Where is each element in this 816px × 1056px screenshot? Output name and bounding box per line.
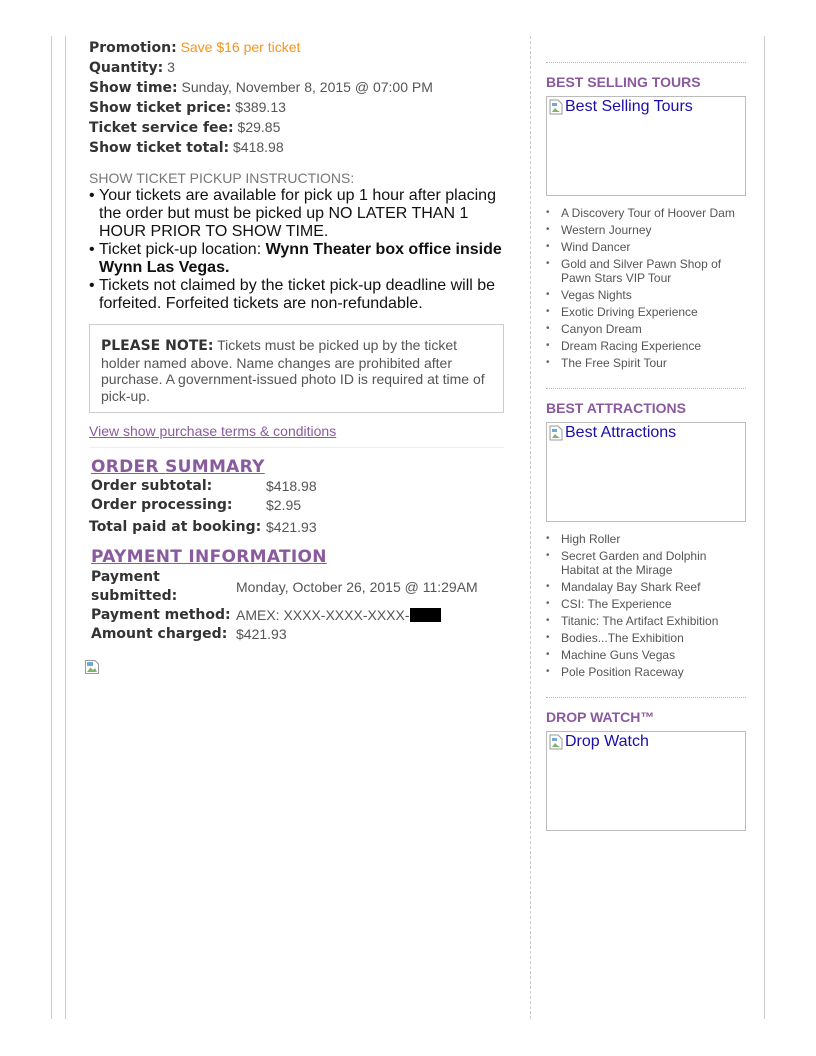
order-summary-title: ORDER SUMMARY <box>91 457 265 477</box>
broken-image-icon <box>549 99 563 115</box>
total-paid-row <box>89 518 504 537</box>
best-selling-tours-list <box>546 206 746 370</box>
redaction-block <box>410 608 441 622</box>
pickup-location-label: Ticket pick-up location: <box>99 241 266 258</box>
summary-value: $418.98 <box>266 478 317 494</box>
detail-value: Sunday, November 8, 2015 @ 07:00 PM <box>181 79 433 95</box>
broken-image-icon <box>549 734 563 750</box>
list-item[interactable]: • Wind Dancer <box>546 240 746 254</box>
detail-ticket-price <box>89 98 504 118</box>
payment-table <box>91 568 478 644</box>
image-alt-text: Best Attractions <box>565 424 677 441</box>
best-selling-tours-image[interactable] <box>546 96 746 196</box>
list-item[interactable]: • Canyon Dream <box>546 322 746 336</box>
table-row <box>91 625 478 644</box>
table-row <box>91 496 317 515</box>
payment-label: Amount charged: <box>91 626 228 642</box>
broken-image-icon <box>84 659 100 675</box>
list-item[interactable]: • Machine Guns Vegas <box>546 648 746 662</box>
summary-label: Order subtotal: <box>91 478 213 494</box>
payment-label: Payment submitted: <box>91 569 178 604</box>
list-item[interactable]: • Vegas Nights <box>546 288 746 302</box>
page-border-left-inner <box>65 36 66 1019</box>
detail-label: Show ticket total: <box>89 140 230 156</box>
image-alt <box>549 424 676 442</box>
list-item[interactable]: • Secret Garden and Dolphin Habitat at the Mirage <box>546 549 746 577</box>
detail-value: Save $16 per ticket <box>180 39 301 55</box>
list-item[interactable]: • Western Journey <box>546 223 746 237</box>
image-alt-text: Best Selling Tours <box>565 98 693 115</box>
main-column <box>89 38 504 644</box>
list-item[interactable]: • Gold and Silver Pawn Shop of Pawn Stars VIP Tour <box>546 257 746 285</box>
table-row <box>91 568 478 606</box>
list-item[interactable]: • Dream Racing Experience <box>546 339 746 353</box>
list-item[interactable]: • High Roller <box>546 532 746 546</box>
page-border-right <box>764 36 765 1019</box>
list-item[interactable]: • Mandalay Bay Shark Reef <box>546 580 746 594</box>
best-attractions-list <box>546 532 746 679</box>
table-row <box>91 606 478 625</box>
detail-label: Promotion: <box>89 40 177 56</box>
detail-value: $389.13 <box>235 99 286 115</box>
payment-label: Payment method: <box>91 607 231 623</box>
image-alt <box>549 98 693 116</box>
detail-label: Show ticket price: <box>89 100 232 116</box>
detail-label: Show time: <box>89 80 178 96</box>
payment-value: Monday, October 26, 2015 @ 11:29AM <box>236 578 478 595</box>
order-summary-table <box>91 477 317 515</box>
sidebar-heading-best-selling-tours: BEST SELLING TOURS <box>546 74 701 90</box>
list-item[interactable]: • The Free Spirit Tour <box>546 356 746 370</box>
detail-value: $418.98 <box>233 139 284 155</box>
image-alt-text: Drop Watch <box>565 733 649 750</box>
summary-label: Order processing: <box>91 497 233 513</box>
sidebar-heading-best-attractions: BEST ATTRACTIONS <box>546 400 686 416</box>
sidebar <box>546 62 746 831</box>
please-note-box <box>89 324 504 413</box>
list-item[interactable]: • Bodies...The Exhibition <box>546 631 746 645</box>
pickup-item <box>89 241 504 277</box>
note-label: PLEASE NOTE: <box>101 338 214 354</box>
total-label: Total paid at booking: <box>89 519 262 535</box>
page-border-left-outer <box>51 36 52 1019</box>
detail-ticket-total <box>89 138 504 158</box>
list-item[interactable]: • Exotic Driving Experience <box>546 305 746 319</box>
payment-value: $421.93 <box>236 626 287 642</box>
divider <box>546 62 746 63</box>
total-value: $421.93 <box>266 519 317 535</box>
detail-quantity <box>89 58 504 78</box>
list-item[interactable]: • Pole Position Raceway <box>546 665 746 679</box>
detail-value: 3 <box>167 59 175 75</box>
divider <box>546 697 746 698</box>
column-divider <box>530 36 531 1019</box>
divider <box>546 388 746 389</box>
summary-value: $2.95 <box>266 497 302 513</box>
divider <box>89 447 504 448</box>
broken-image-icon <box>549 425 563 441</box>
pickup-location: Wynn Theater box office inside Wynn Las Vegas. <box>99 241 502 276</box>
best-attractions-image[interactable] <box>546 422 746 522</box>
detail-label: Quantity: <box>89 60 164 76</box>
image-alt <box>549 733 649 751</box>
sidebar-heading-drop-watch: DROP WATCH™ <box>546 709 655 725</box>
table-row <box>91 477 317 496</box>
list-item[interactable]: • A Discovery Tour of Hoover Dam <box>546 206 746 220</box>
detail-label: Ticket service fee: <box>89 120 234 136</box>
terms-conditions-link[interactable]: View show purchase terms & conditions <box>89 423 337 439</box>
payment-value <box>236 606 478 625</box>
detail-service-fee <box>89 118 504 138</box>
pickup-item: • Your tickets are available for pick up 1 hour after placing the order but must be picked up NO LATER THAN 1 HOUR PRIOR TO SHOW TIME. <box>89 187 504 241</box>
drop-watch-image[interactable] <box>546 731 746 831</box>
detail-value: $29.85 <box>237 119 281 135</box>
detail-show-time <box>89 78 504 98</box>
list-item[interactable]: • CSI: The Experience <box>546 597 746 611</box>
pickup-heading: SHOW TICKET PICKUP INSTRUCTIONS: <box>89 170 355 186</box>
list-item[interactable]: • Titanic: The Artifact Exhibition <box>546 614 746 628</box>
detail-promotion <box>89 38 504 58</box>
card-number: AMEX: XXXX-XXXX-XXXX- <box>236 607 410 623</box>
payment-info-title: PAYMENT INFORMATION <box>91 547 327 567</box>
pickup-instructions <box>89 187 504 313</box>
note-text: Tickets must be picked up by the ticket holder named above. Name changes are prohibited after purchase. A government-issued photo ID is required at time of pick-up. <box>101 337 485 404</box>
pickup-item: • Tickets not claimed by the ticket pick-up deadline will be forfeited. Forfeited tickets are non-refundable. <box>89 277 504 313</box>
